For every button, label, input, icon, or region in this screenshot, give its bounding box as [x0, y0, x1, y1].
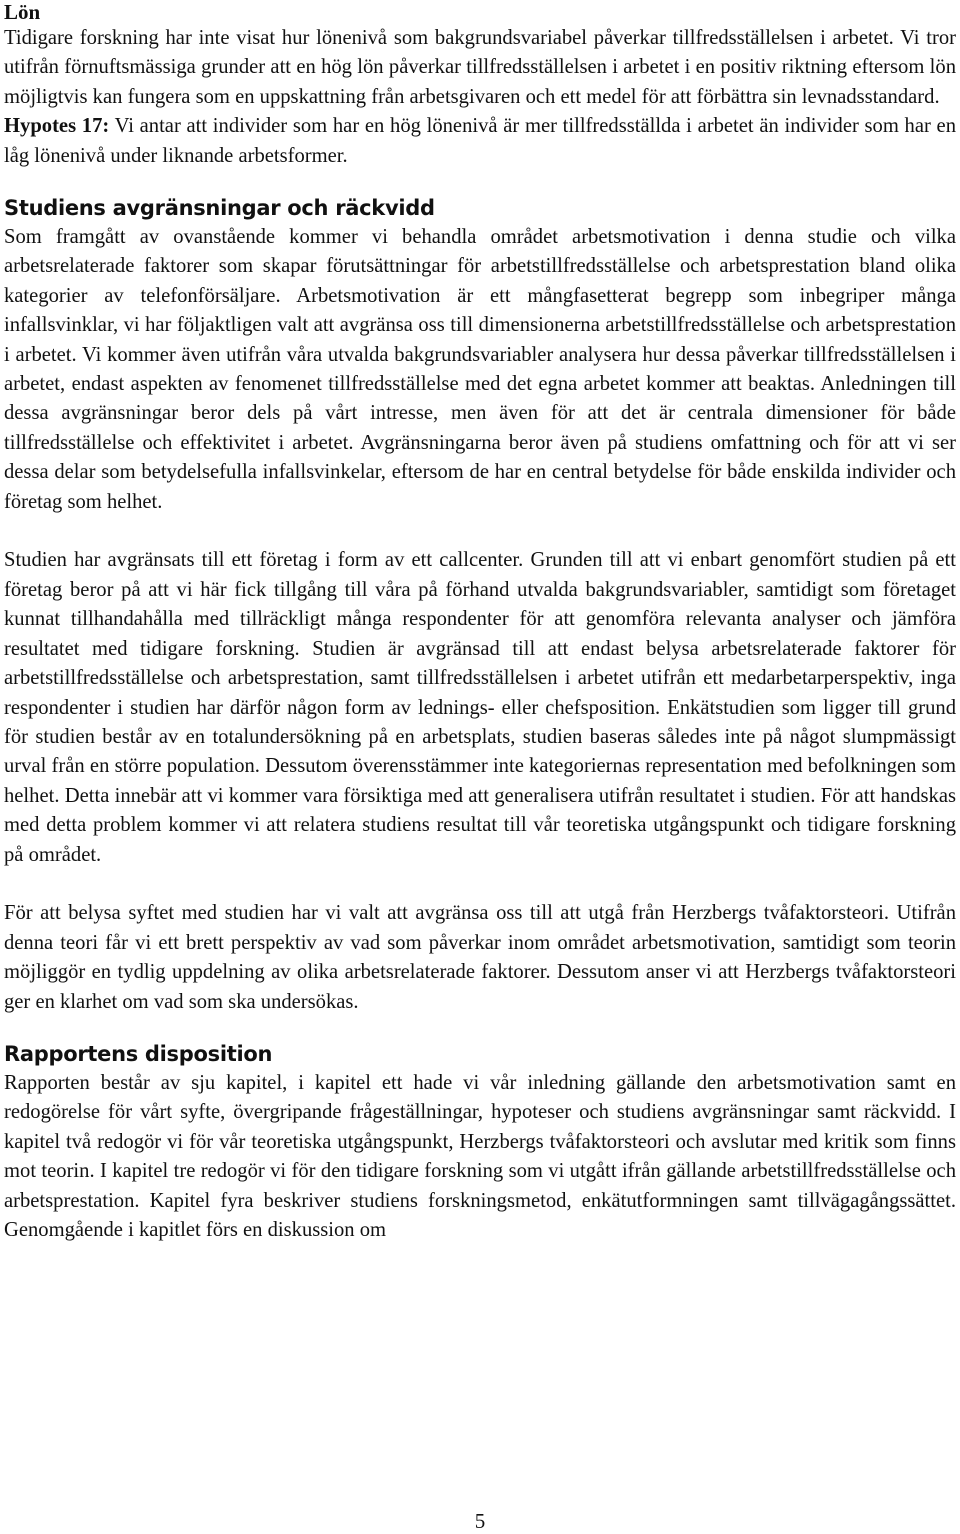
heading-disposition: Rapportens disposition [4, 1041, 273, 1066]
paragraph-lon: Tidigare forskning har inte visat hur lönenivå som bakgrundsvariabel påverkar tillfredsställelsen i arbetet. Vi tror utifrån förnuftsmässiga grunder att en hög lön påverkar tillfredsställelsen i arbetet i en positiv riktning eftersom lön möjligtvis kan fungera som en uppskattning från arbetsgivaren och ett medel för att förbättra sin levnadsstandard. [4, 27, 956, 108]
hypothesis-17 [4, 112, 956, 171]
hypothesis-text: Vi antar att individer som har en hög lönenivå är mer tillfredsställda i arbetet än individer som har en låg lönenivå under liknande arbetsformer. [4, 115, 956, 167]
heading-lon: Lön [4, 0, 41, 24]
document-page [4, 0, 956, 1245]
heading-avgransningar: Studiens avgränsningar och räckvidd [4, 196, 435, 221]
paragraph-disposition: Rapporten består av sju kapitel, i kapitel ett hade vi vår inledning gällande den arbetsmotivation samt en redogörelse för vårt syfte, övergripande frågeställningar, hypoteser och studiens avgränsningar samt räckvidd. I kapitel två redogör vi för vår teoretiska utgångspunkt, Herzbergs tvåfaktorsteori och avslutar med kritik som finns mot teorin. I kapitel tre redogör vi för den tidigare forskning som vi utgått ifrån gällande arbetstillfredsställelse och arbetsprestation. Kapitel fyra beskriver studiens forskningsmetod, enkätutformningen samt tillvägagångssättet. Genomgående i kapitlet förs en diskussion om [4, 1071, 956, 1241]
paragraph-gap [4, 517, 956, 546]
paragraph-avgransningar-3: För att belysa syftet med studien har vi valt att avgränsa oss till att utgå från Herzbergs tvåfaktorsteori. Utifrån denna teori får vi ett brett perspektiv av vad som påverkar inom området arbetsmotivation, samtidigt som teorin möjliggör en tydlig uppdelning av olika arbetsrelaterade faktorer. Dessutom anser vi att Herzbergs tvåfaktorsteori ger en klarhet om vad som ska undersökas. [4, 902, 956, 1013]
paragraph-avgransningar-1: Som framgått av ovanstående kommer vi behandla området arbetsmotivation i denna studie och vilka arbetsrelaterade faktorer som skapar förutsättningar för arbetstillfredsställelse och arbetsprestation bland olika kategorier av telefonförsäljare. Arbetsmotivation är ett mångfasetterat begrepp som inbegriper många infallsvinklar, vi har följaktligen valt att avgränsa oss till dimensionerna arbetstillfredsställelse och arbetsprestation i arbetet. Vi kommer även utifrån våra utvalda bakgrundsvariabler analysera hur dessa påverkar tillfredsställelsen i arbetet, endast aspekten av fenomenet tillfredsställelse med det egna arbetet kommer att beaktas. Anledningen till dessa avgränsningar beror dels på vårt intresse, men även för att det är centrala dimensioner för både tillfredsställelse och effektivitet i arbetet. Avgränsningarna beror även på studiens omfattning och för att vi ser dessa delar som betydelsefulla infallsvinkelar, eftersom de har en central betydelse för både enskilda individer och företag som helhet. [4, 226, 956, 513]
page-number: 5 [474, 1509, 486, 1533]
paragraph-avgransningar-2: Studien har avgränsats till ett företag i form av ett callcenter. Grunden till att vi enbart genomfört studien på ett företag beror på att vi här fick tillgång till våra på förhand utvalda bakgrundsvariabler, samtidigt som företaget kunnat tillhandahålla med tillräckligt många respondenter för att genomföra relevanta analyser och jämföra resultatet med tidigare forskning. Studien är avgränsad till att endast belysa arbetsrelaterade faktorer för arbetstillfredsställelse och arbetsprestation, samt tillfredsställelsen i arbetet utifrån ett medarbetarperspektiv, inga respondenter i studien har därför någon form av lednings- eller chefsposition. Enkätstudien som ligger till grund för studien består av en totalundersökning på en arbetsplats, studien baseras således inte på något slumpmässigt urval från en större population. Dessutom överensstämmer inte kategoriernas representation med befolkningen som helhet. Detta innebär att vi kommer vara försiktiga med att generalisera utifrån resultatet i studien. För att handskas med detta problem kommer vi att relatera studiens resultat till vår teoretiska utgångspunkt och tidigare forskning på området. [4, 549, 956, 866]
paragraph-gap [4, 870, 956, 899]
hypothesis-label: Hypotes 17: [4, 115, 110, 138]
